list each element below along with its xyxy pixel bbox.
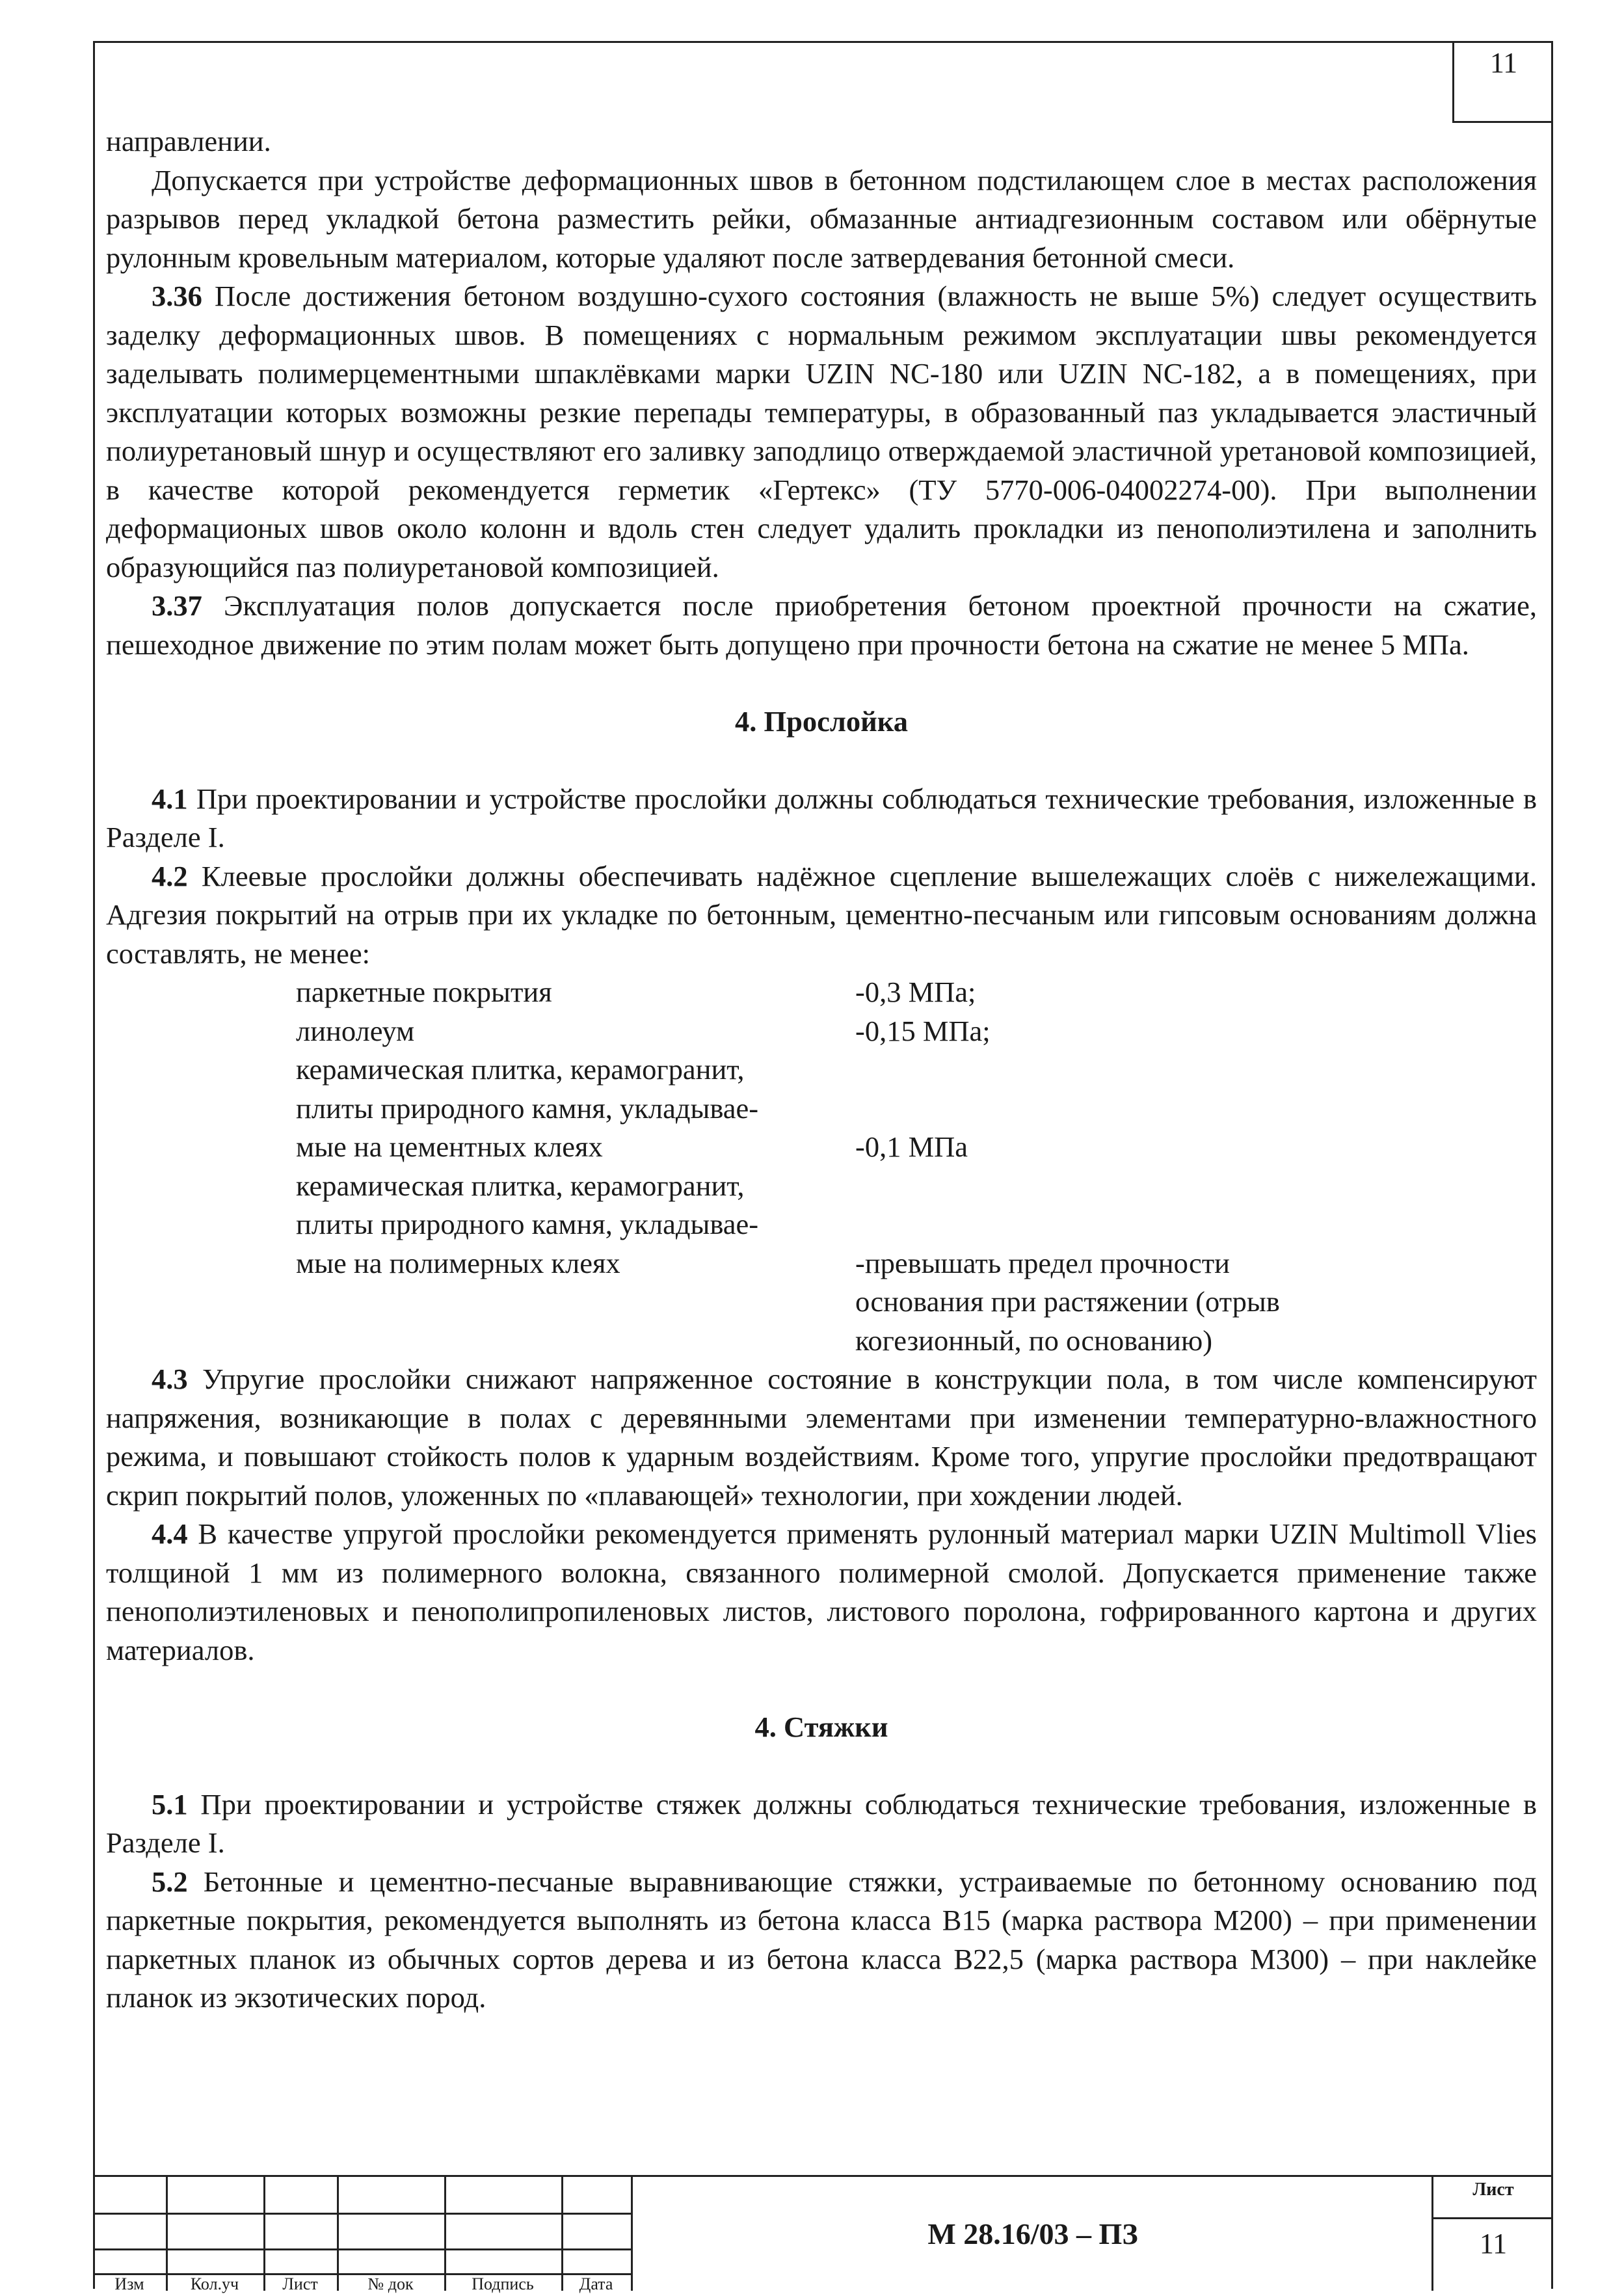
clause-text: Клеевые прослойки должны обеспечивать надёжное сцепление вышележащих слоёв с нижележащими. Адгезия покрытий на отрыв при их укладке по бетонным, цементно-песчаным или гипсовым основаниям должна составлять, не менее:	[106, 859, 1537, 970]
clause-text: В качестве упругой прослойки рекомендуется применять рулонный материал марки UZIN Multimoll Vlies толщиной 1 мм из полимерного волокна, связанного полимерной смолой. Допускается применение также пенополиэтиленовых и пенополипропиленовых листов, листового поролона, гофрированного картона и других материалов.	[106, 1517, 1537, 1666]
clause-number: 5.1	[152, 1787, 188, 1821]
clause-text: Бетонные и цементно-песчаные выравнивающие стяжки, устраиваемые по бетонному основанию под паркетные покрытия, рекомендуется выполнять из бетона класса В15 (марка раствора М200) – при применении паркетных планок из обычных сортов дерева и из бетона класса В22,5 (марка раствора М300) – при наклейке планок из экзотических пород.	[106, 1865, 1537, 2014]
paragraph-3-36	[106, 277, 1537, 587]
table-row-value: -0,15 МПа;	[855, 1014, 991, 1047]
paragraph-4-1	[106, 780, 1537, 857]
paragraph-5-1	[106, 1785, 1537, 1863]
page-number: 11	[1489, 47, 1518, 79]
table-row-value: -0,1 МПа	[855, 1130, 968, 1163]
col-list: Лист	[282, 2274, 318, 2293]
col-signature: Подпись	[472, 2274, 534, 2293]
clause-text: При проектировании и устройстве стяжек должны соблюдаться технические требования, изложенные в Разделе I.	[106, 1787, 1537, 1859]
clause-number: 4.1	[152, 782, 188, 815]
clause-text: При проектировании и устройстве прослойки должны соблюдаться технические требования, изложенные в Разделе I.	[106, 782, 1537, 853]
table-row-material: паркетные покрытия	[296, 976, 552, 1008]
clause-number: 5.2	[152, 1865, 188, 1898]
col-kol-uch: Кол.уч	[190, 2274, 239, 2293]
paragraph-continuation: направлении.	[106, 125, 271, 157]
section-heading-4: 4. Прослойка	[735, 705, 908, 738]
clause-number: 3.36	[152, 280, 202, 312]
paragraph-dopuskaetsya: Допускается при устройстве деформационных швов в бетонном подстилающем слое в местах расположения разрывов перед укладкой бетона разместить рейки, обмазанные антиадгезионным составом или обёрнутые рулонным кровельным материалом, которые удаляют после затвердевания бетонной смеси.	[106, 163, 1537, 274]
clause-number: 4.2	[152, 859, 188, 892]
clause-text: После достижения бетоном воздушно-сухого состояния (влажность не выше 5%) следует осуществить заделку деформационных швов. В помещениях с нормальным режимом эксплуатации швы рекомендуется заделывать полимерцементными шпаклёвками марки UZIN NC-180 или UZIN NC-182, а в помещениях, при эксплуатации которых возможны резкие перепады температуры, в образованный паз укладывается эластичный полиуретановый шнур и осуществляют его заливку заподлицо отверждаемой эластичной уретановой композицией, в качестве которой рекомендуется герметик «Гертекс» (ТУ 5770-006-04002274-00). При выполнении деформационых швов около колонн и вдоль стен следует удалить прокладки из пенополиэтилена и заполнить образующийся паз полиуретановой композицией.	[106, 280, 1537, 583]
col-doc-no: № док	[367, 2274, 414, 2293]
col-izm: Изм	[114, 2274, 144, 2293]
table-row-value: -превышать предел прочности основания при растяжении (отрыв когезионный, по основанию)	[855, 1246, 1280, 1357]
paragraph-3-37	[106, 587, 1537, 664]
adhesion-table	[106, 973, 1537, 1360]
sheet-label: Лист	[1472, 2180, 1514, 2200]
clause-text: Упругие прослойки снижают напряженное состояние в конструкции пола, в том числе компенсируют напряжения, возникающие в полах с деревянными элементами при изменении температурно-влажностного режима, и повышают стойкость полов к ударным воздействиям. Кроме того, упругие прослойки предотвращают скрип покрытий полов, уложенных по «плавающей» технологии, при хождении людей.	[106, 1363, 1537, 1512]
revision-grid	[93, 2177, 633, 2291]
section-heading-5: 4. Стяжки	[754, 1711, 888, 1743]
table-row-material: керамическая плитка, керамогранит, плиты природного камня, укладывае- мые на цементных клеях	[296, 1053, 759, 1163]
paragraph-4-4	[106, 1515, 1537, 1670]
clause-text: Эксплуатация полов допускается после приобретения бетоном проектной прочности на сжатие, пешеходное движение по этим полам может быть допущено при прочности бетона на сжатие не менее 5 МПа.	[106, 589, 1537, 661]
clause-number: 4.3	[152, 1363, 188, 1395]
table-row-material: линолеум	[296, 1014, 415, 1047]
title-block	[93, 2175, 1553, 2293]
paragraph-4-3	[106, 1360, 1537, 1515]
sheet-number: 11	[1433, 2217, 1553, 2260]
table-row-value: -0,3 МПа;	[855, 976, 976, 1008]
clause-number: 4.4	[152, 1517, 188, 1550]
document-code: М 28.16/03 – ПЗ	[927, 2217, 1138, 2250]
document-body	[106, 122, 1537, 2018]
page-number-box	[1452, 41, 1553, 123]
sheet-box	[1431, 2177, 1553, 2291]
table-row-material: керамическая плитка, керамогранит, плиты природного камня, укладывае- мые на полимерных клеях	[296, 1169, 759, 1279]
paragraph-5-2	[106, 1863, 1537, 2018]
paragraph-4-2	[106, 857, 1537, 974]
clause-number: 3.37	[152, 589, 202, 622]
col-date: Дата	[579, 2274, 613, 2293]
